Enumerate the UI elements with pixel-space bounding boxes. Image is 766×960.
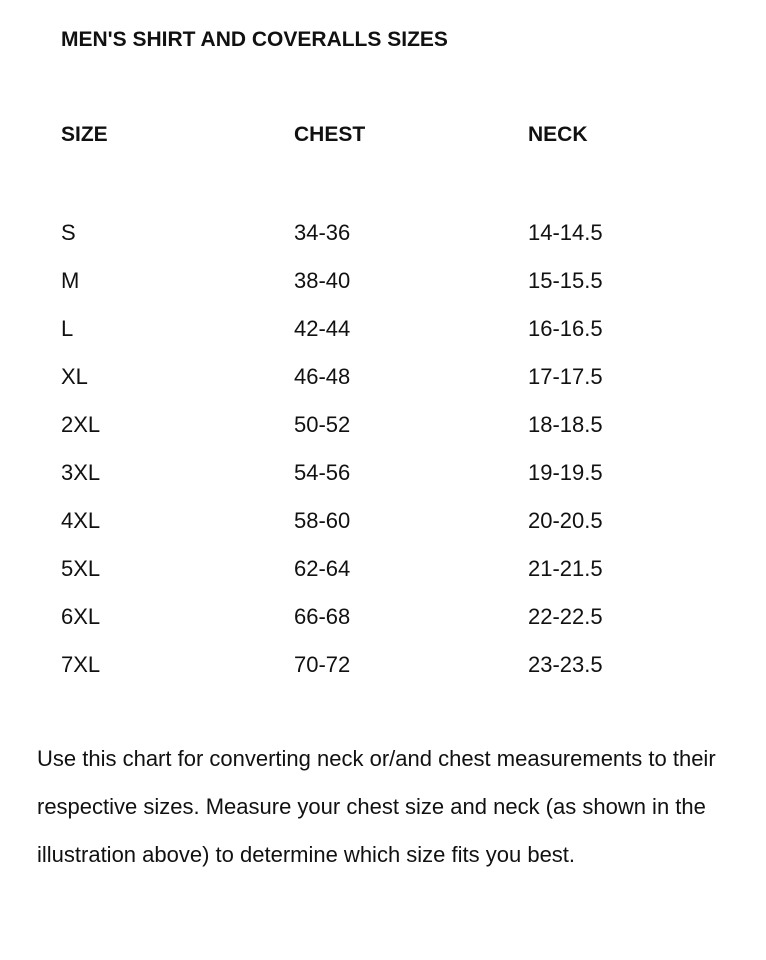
usage-note: Use this chart for converting neck or/and chest measurements to their respective sizes. Measure your chest size and neck (as shown in the illustration above) to determine which size fits you best. (37, 746, 716, 867)
cell-chest: 66-68 (294, 604, 351, 629)
cell-neck: 22-22.5 (528, 604, 603, 629)
table-header-row (61, 123, 721, 153)
cell-chest: 42-44 (294, 316, 351, 341)
cell-chest: 70-72 (294, 652, 351, 677)
cell-chest: 46-48 (294, 364, 351, 389)
cell-size: 3XL (61, 460, 101, 485)
cell-chest: 38-40 (294, 268, 351, 293)
cell-size: 5XL (61, 556, 101, 581)
page-title: MEN'S SHIRT AND COVERALLS SIZES (61, 28, 448, 51)
cell-size: 6XL (61, 604, 101, 629)
cell-neck: 19-19.5 (528, 460, 603, 485)
table-row (61, 652, 721, 682)
cell-size: 2XL (61, 412, 101, 437)
header-neck: NECK (528, 123, 588, 146)
cell-size: 7XL (61, 652, 101, 677)
cell-neck: 14-14.5 (528, 220, 603, 245)
cell-neck: 16-16.5 (528, 316, 603, 341)
cell-neck: 17-17.5 (528, 364, 603, 389)
cell-chest: 34-36 (294, 220, 351, 245)
cell-neck: 21-21.5 (528, 556, 603, 581)
table-row (61, 412, 721, 442)
cell-size: XL (61, 364, 88, 389)
table-row (61, 508, 721, 538)
table-row (61, 268, 721, 298)
cell-neck: 20-20.5 (528, 508, 603, 533)
cell-neck: 15-15.5 (528, 268, 603, 293)
header-size: SIZE (61, 123, 108, 146)
cell-chest: 50-52 (294, 412, 351, 437)
cell-size: L (61, 316, 74, 341)
cell-chest: 58-60 (294, 508, 351, 533)
cell-neck: 18-18.5 (528, 412, 603, 437)
cell-size: 4XL (61, 508, 101, 533)
cell-chest: 62-64 (294, 556, 351, 581)
table-row (61, 460, 721, 490)
table-row (61, 364, 721, 394)
table-row (61, 316, 721, 346)
cell-size: M (61, 268, 80, 293)
cell-size: S (61, 220, 76, 245)
header-chest: CHEST (294, 123, 366, 146)
table-row (61, 220, 721, 250)
cell-neck: 23-23.5 (528, 652, 603, 677)
cell-chest: 54-56 (294, 460, 351, 485)
table-row (61, 556, 721, 586)
table-row (61, 604, 721, 634)
